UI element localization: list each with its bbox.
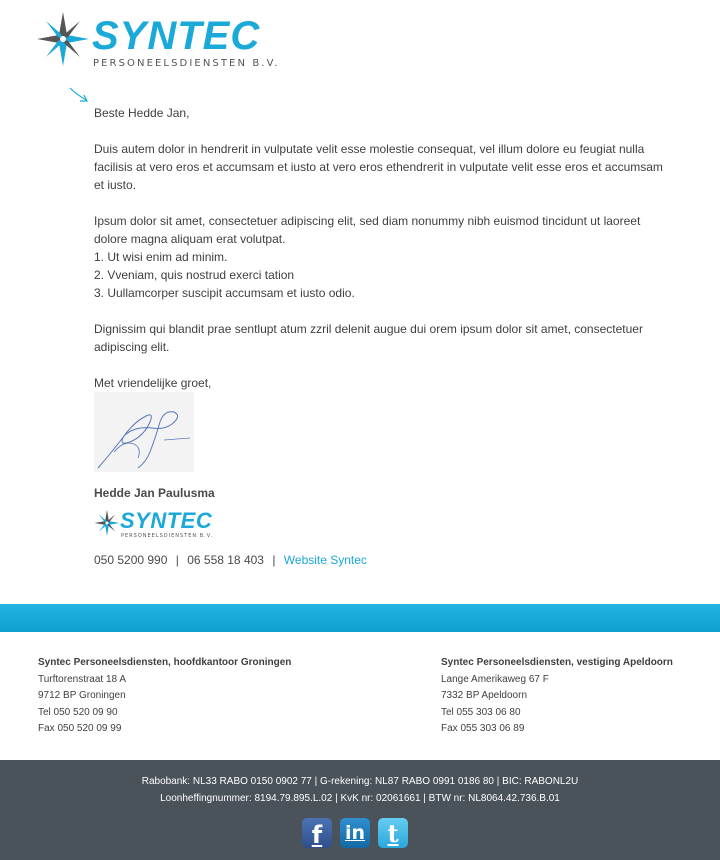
office-groningen bbox=[38, 655, 291, 738]
logo-tagline: PERSONEELSDIENSTEN B.V. bbox=[121, 533, 214, 539]
list-item: 2. Vveniam, quis nostrud exerci tation bbox=[94, 268, 295, 282]
facebook-icon[interactable]: f bbox=[302, 818, 332, 848]
signer-name: Hedde Jan Paulusma bbox=[94, 486, 215, 500]
linkedin-icon[interactable]: in bbox=[340, 818, 370, 848]
office-street: Turftorenstraat 18 A bbox=[38, 673, 127, 685]
salutation: Beste Hedde Jan, bbox=[94, 106, 190, 120]
office-title: Syntec Personeelsdiensten, hoofdkantoor Groningen bbox=[38, 657, 292, 668]
office-city: 9712 BP Groningen bbox=[38, 690, 126, 701]
paragraph-2: Ipsum dolor sit amet, consectetuer adipiscing elit, sed diam nonummy nibh euismod tincidunt ut laoreet dolore magna aliquam erat volutpat. bbox=[94, 214, 641, 246]
contact-line bbox=[94, 553, 367, 567]
logo-tagline: PERSONEELSDIENSTEN B.V. bbox=[93, 58, 280, 69]
logo-wordmark: SYNTEC bbox=[120, 508, 213, 533]
office-city: 7332 BP Apeldoorn bbox=[441, 690, 528, 701]
signature-image bbox=[94, 392, 194, 472]
star-logo-icon bbox=[36, 10, 90, 68]
syntec-logo bbox=[36, 10, 286, 72]
office-street: Lange Amerikaweg 67 F bbox=[441, 673, 549, 685]
phone-number: 050 5200 990 bbox=[94, 553, 168, 567]
separator: | bbox=[272, 553, 276, 567]
office-tel: Tel 055 303 06 80 bbox=[441, 706, 521, 718]
office-tel: Tel 050 520 09 90 bbox=[38, 706, 118, 718]
registration-details: Loonheffingnummer: 8194.79.895.L.02 | KvK nr: 02061661 | BTW nr: NL8064.42.736.B.01 bbox=[160, 793, 560, 804]
website-link[interactable]: Website Syntec bbox=[283, 553, 367, 567]
twitter-icon[interactable]: t bbox=[378, 818, 408, 848]
paragraph-1: Duis autem dolor in hendrerit in vulputate velit esse molestie consequat, vel illum dolore eu feugiat nulla facilisis at vero eros et accumsam et iusto at vero eros ethendrerit in vulputate velit esse eros et accumsam et iusto. bbox=[94, 142, 663, 192]
signature-scribble-icon bbox=[94, 392, 194, 472]
footer bbox=[0, 760, 720, 860]
office-fax: Fax 050 520 09 99 bbox=[38, 723, 122, 734]
star-logo-icon bbox=[94, 508, 120, 538]
closing: Met vriendelijke groet, bbox=[94, 376, 212, 390]
mobile-number: 06 558 18 403 bbox=[187, 553, 264, 567]
separator: | bbox=[175, 553, 179, 567]
office-apeldoorn bbox=[441, 655, 673, 738]
accent-band bbox=[0, 604, 720, 632]
letter-body bbox=[94, 104, 674, 392]
bank-details: Rabobank: NL33 RABO 0150 0902 77 | G-rekening: NL87 RABO 0991 0186 80 | BIC: RABONL2U bbox=[141, 776, 579, 787]
arrow-icon bbox=[68, 86, 90, 104]
numbered-list bbox=[94, 248, 674, 302]
office-title: Syntec Personeelsdiensten, vestiging Apeldoorn bbox=[441, 657, 673, 668]
syntec-logo-small bbox=[94, 508, 214, 542]
office-fax: Fax 055 303 06 89 bbox=[441, 723, 525, 734]
logo-wordmark: SYNTEC bbox=[92, 14, 261, 58]
list-item: 1. Ut wisi enim ad minim. bbox=[94, 250, 228, 264]
paragraph-3: Dignissim qui blandit prae sentlupt atum zzril delenit augue dui orem ipsum dolor sit amet, consectetuer adipiscing elit. bbox=[94, 322, 643, 354]
list-item: 3. Uullamcorper suscipit accumsam et iusto odio. bbox=[94, 286, 355, 300]
